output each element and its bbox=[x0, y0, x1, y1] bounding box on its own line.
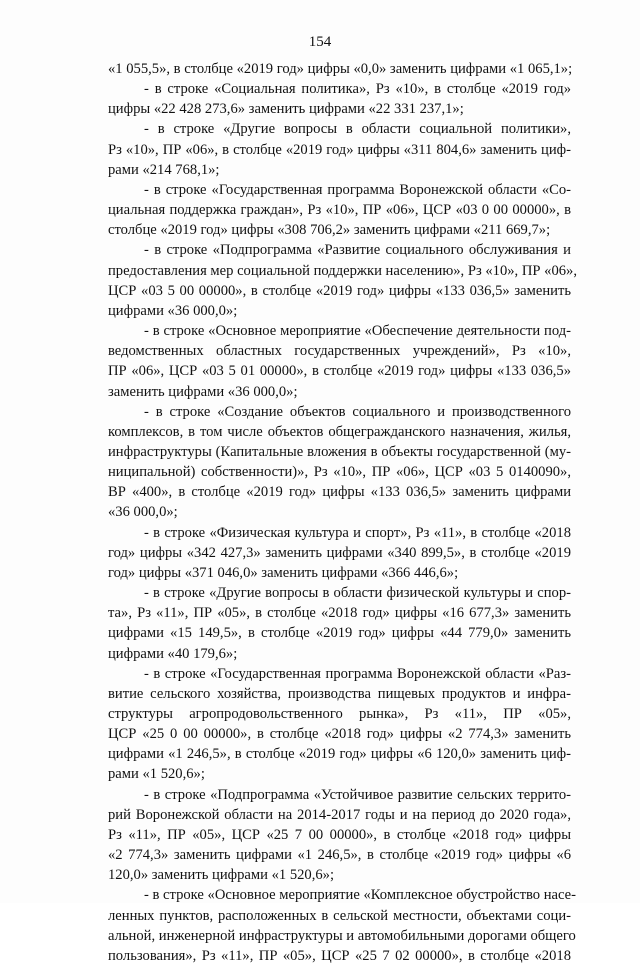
paragraph bbox=[108, 523, 571, 583]
page-number: 154 bbox=[308, 34, 332, 50]
text-line: цифры «22 428 273,6» заменить цифрами «22 331 237,1»; bbox=[108, 101, 464, 118]
paragraph bbox=[108, 583, 571, 664]
paragraph bbox=[108, 59, 571, 79]
document-body bbox=[108, 59, 577, 966]
text-line: «2 774,3» заменить цифрами «1 246,5», в столбце «2019 год» цифры «6 bbox=[108, 847, 571, 864]
text-line: цифрами «15 149,5», в столбце «2019 год» цифры «44 779,0» заменить bbox=[108, 625, 571, 642]
text-line: предоставления мер социальной поддержки населению», Рз «10», ПР «06», bbox=[108, 262, 577, 279]
paragraph bbox=[108, 321, 571, 402]
text-line: - в строке «Подпрограмма «Развитие социального обслуживания и bbox=[144, 242, 571, 259]
text-line: ленных пунктов, расположенных в сельской местности, объектами соци- bbox=[108, 907, 571, 924]
text-line: Рз «10», ПР «06», в столбце «2019 год» цифры «311 804,6» заменить циф- bbox=[108, 141, 571, 158]
text-line: та», Рз «11», ПР «05», в столбце «2018 год» цифры «16 677,3» заменить bbox=[108, 605, 571, 622]
text-line: цифрами «1 246,5», в столбце «2019 год» цифры «6 120,0» заменить циф- bbox=[108, 746, 571, 763]
text-line: - в строке «Социальная политика», Рз «10», в столбце «2019 год» bbox=[144, 81, 571, 98]
text-line: рами «1 520,6»; bbox=[108, 766, 205, 783]
text-line: Рз «11», ПР «05», ЦСР «25 7 00 00000», в столбце «2018 год» цифры bbox=[108, 826, 571, 843]
text-line: рий Воронежской области на 2014-2017 годы и на период до 2020 года», bbox=[108, 806, 571, 823]
paragraph bbox=[108, 119, 571, 179]
text-line: - в строке «Основное мероприятие «Комплексное обустройство насе- bbox=[144, 887, 577, 904]
text-line: - в строке «Государственная программа Воронежской области «Со- bbox=[144, 181, 571, 198]
paragraph bbox=[108, 402, 571, 523]
text-line: пользования», Рз «11», ПР «05», ЦСР «25 7 02 00000», в столбце «2018 bbox=[108, 947, 571, 964]
text-line: 120,0» заменить цифрами «1 520,6»; bbox=[108, 867, 335, 884]
text-line: - в строке «Другие вопросы в области физической культуры и спор- bbox=[144, 585, 571, 602]
text-line: цифрами «36 000,0»; bbox=[108, 302, 238, 319]
text-line: витие сельского хозяйства, производства пищевых продуктов и инфра- bbox=[108, 685, 571, 702]
text-line: - в строке «Другие вопросы в области социальной политики», bbox=[144, 121, 571, 138]
text-line: - в строке «Подпрограмма «Устойчивое развитие сельских террито- bbox=[144, 786, 571, 803]
text-line: - в строке «Основное мероприятие «Обеспечение деятельности под- bbox=[144, 323, 571, 340]
paragraph bbox=[108, 240, 577, 321]
text-line: рами «214 768,1»; bbox=[108, 161, 220, 178]
text-line: «1 055,5», в столбце «2019 год» цифры «0,0» заменить цифрами «1 065,1»; bbox=[108, 61, 573, 77]
text-line: - в строке «Физическая культура и спорт», Рз «11», в столбце «2018 bbox=[144, 524, 571, 541]
text-line: - в строке «Создание объектов социального и производственного bbox=[144, 403, 571, 420]
text-line: комплексов, в том числе объектов общегражданского назначения, жилья, bbox=[108, 423, 571, 440]
paragraph bbox=[108, 79, 571, 119]
paragraph bbox=[108, 785, 571, 886]
text-line: ведомственных областных государственных учреждений», Рз «10», bbox=[108, 343, 571, 360]
text-line: - в строке «Государственная программа Воронежской области «Раз- bbox=[144, 665, 571, 682]
text-line: заменить цифрами «36 000,0»; bbox=[108, 383, 298, 400]
text-line: год» цифры «342 427,3» заменить цифрами «340 899,5», в столбце «2019 bbox=[108, 544, 571, 561]
paragraph bbox=[108, 180, 571, 240]
text-line: циальная поддержка граждан», Рз «10», ПР «06», ЦСР «03 0 00 00000», в bbox=[108, 202, 571, 219]
text-line: ПР «06», ЦСР «03 5 01 00000», в столбце «2019 год» цифры «133 036,5» bbox=[108, 363, 571, 380]
text-line: ВР «400», в столбце «2019 год» цифры «133 036,5» заменить цифрами bbox=[108, 484, 571, 501]
text-line: ниципальной) собственности)», Рз «10», ПР «06», ЦСР «03 5 0140090», bbox=[108, 464, 571, 481]
text-line: «36 000,0»; bbox=[108, 504, 178, 521]
text-line: год» цифры «371 046,0» заменить цифрами «366 446,6»; bbox=[108, 564, 459, 581]
text-line: структуры агропродовольственного рынка», Рз «11», ПР «05», bbox=[108, 706, 571, 722]
text-line: инфраструктуры (Капитальные вложения в объекты государственной (му- bbox=[108, 443, 571, 460]
paragraph bbox=[108, 885, 577, 966]
text-line: альной, инженерной инфраструктуры и автомобильными дорогами общего bbox=[108, 927, 576, 944]
text-line: столбце «2019 год» цифры «308 706,2» заменить цифрами «211 669,7»; bbox=[108, 222, 551, 239]
text-line: цифрами «40 179,6»; bbox=[108, 645, 238, 662]
text-line: ЦСР «25 0 00 00000», в столбце «2018 год» цифры «2 774,3» заменить bbox=[108, 726, 571, 743]
text-line: ЦСР «03 5 00 00000», в столбце «2019 год» цифры «133 036,5» заменить bbox=[108, 282, 571, 299]
paragraph bbox=[108, 664, 571, 785]
